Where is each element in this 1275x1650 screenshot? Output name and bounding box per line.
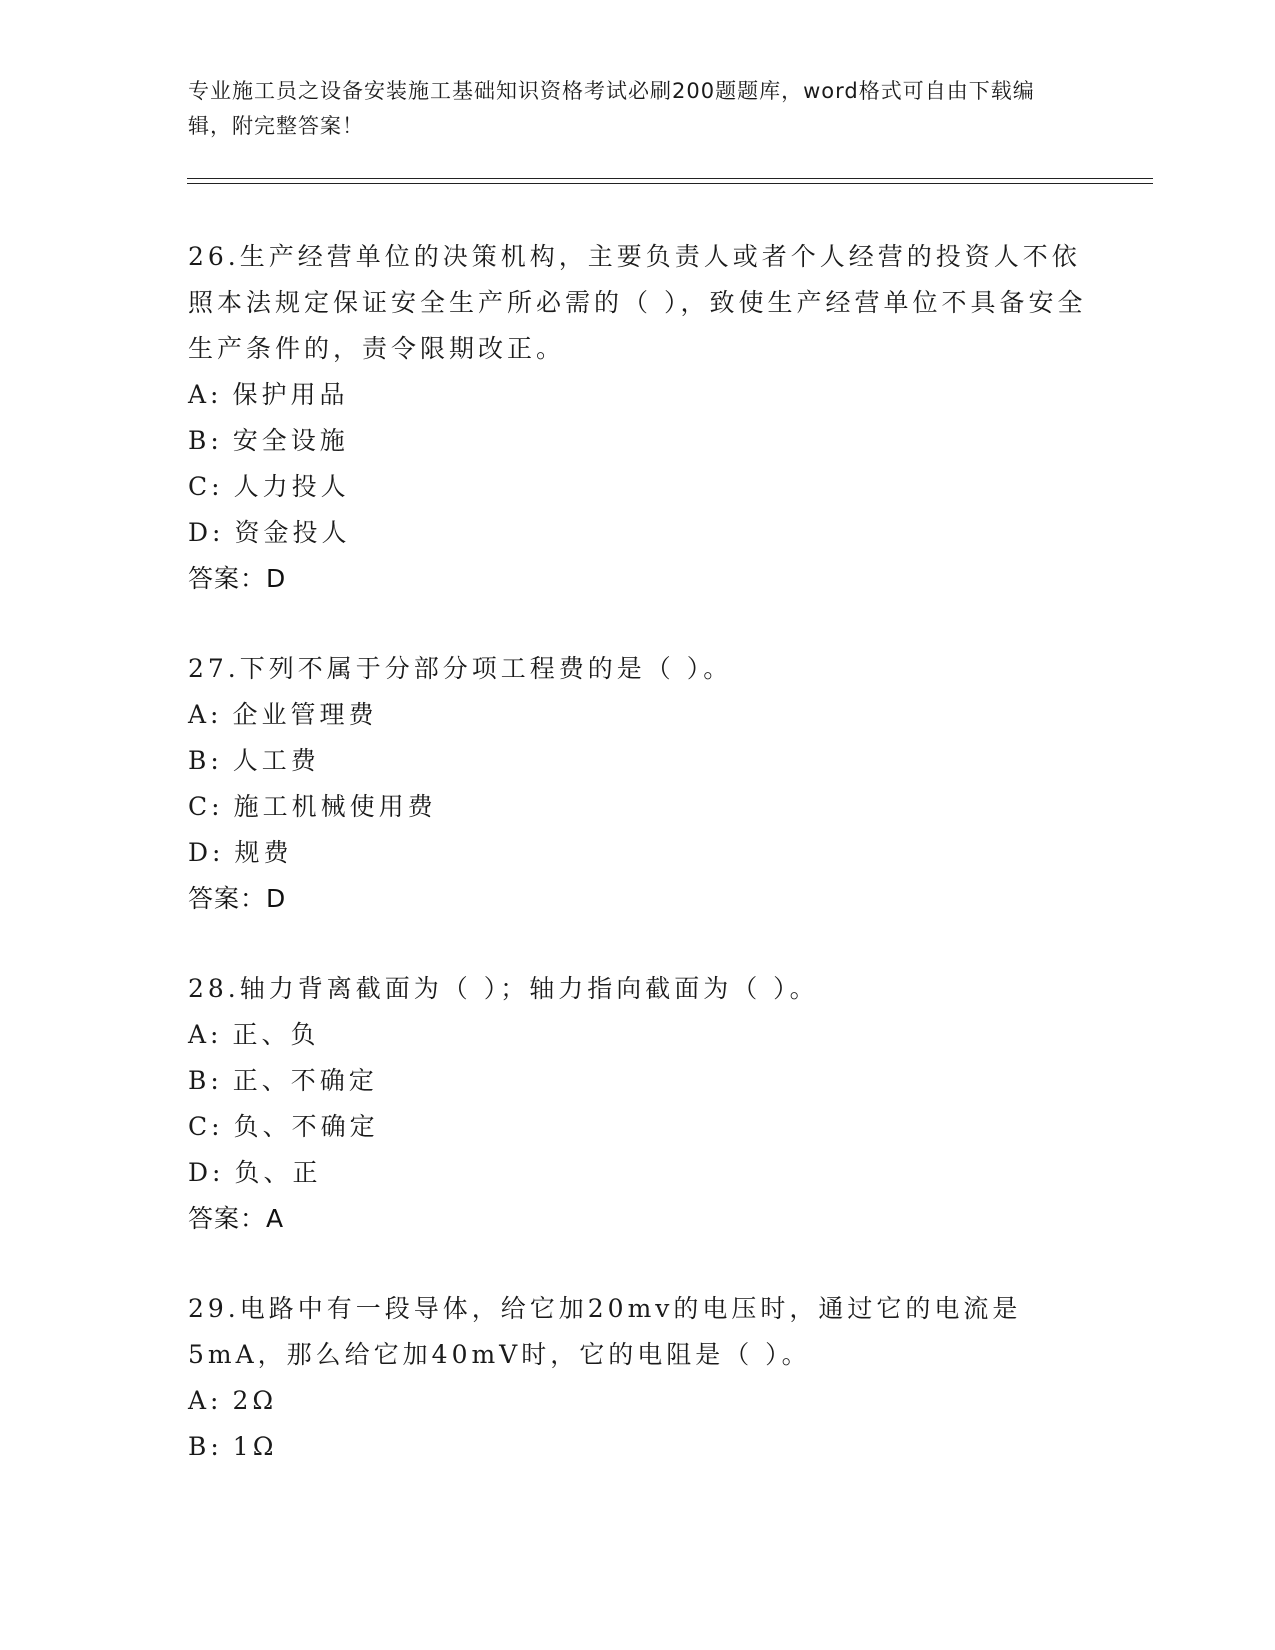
question-29 (188, 1286, 1088, 1470)
question-28 (188, 966, 1088, 1242)
option-key: B: (188, 746, 223, 775)
option-text: 规费 (234, 838, 293, 867)
question-26 (188, 234, 1088, 602)
option-key: A: (188, 380, 223, 409)
question-list (188, 234, 1088, 1514)
option-key: C: (188, 472, 224, 501)
option-key: B: (188, 1066, 223, 1095)
question-27 (188, 646, 1088, 922)
option-text: 安全设施 (232, 426, 349, 455)
option-text: 保护用品 (232, 380, 349, 409)
option-b (188, 1424, 1088, 1470)
option-c (188, 464, 1088, 510)
option-a (188, 692, 1088, 738)
header-divider-top (187, 178, 1153, 179)
option-a (188, 1378, 1088, 1424)
option-key: C: (188, 1112, 224, 1141)
option-text: 2Ω (232, 1386, 278, 1415)
option-text: 施工机械使用费 (233, 792, 437, 821)
option-b (188, 418, 1088, 464)
option-key: B: (188, 1432, 223, 1461)
option-b (188, 1058, 1088, 1104)
answer-line: 答案：D (188, 564, 287, 593)
option-text: 人工费 (232, 746, 320, 775)
option-text: 1Ω (232, 1432, 278, 1461)
option-c (188, 1104, 1088, 1150)
option-key: A: (188, 700, 223, 729)
option-d (188, 1150, 1088, 1196)
option-key: D: (188, 1158, 225, 1187)
option-key: D: (188, 518, 225, 547)
option-text: 人力投人 (233, 472, 350, 501)
option-text: 正、负 (232, 1020, 320, 1049)
question-stem: 27.下列不属于分部分项工程费的是（ ）。 (188, 654, 733, 683)
option-key: C: (188, 792, 224, 821)
answer-line: 答案：A (188, 1204, 285, 1233)
option-c (188, 784, 1088, 830)
question-stem: 26.生产经营单位的决策机构，主要负责人或者个人经营的投资人不依照本法规定保证安全生产所必需的（ ），致使生产经营单位不具备安全生产条件的，责令限期改正。 (188, 242, 1087, 363)
question-stem: 28.轴力背离截面为（ ）；轴力指向截面为（ ）。 (188, 974, 819, 1003)
option-d (188, 510, 1088, 556)
header-divider-bottom (187, 183, 1153, 184)
question-stem: 29.电路中有一段导体，给它加20mv的电压时，通过它的电流是5mA，那么给它加40mV时，它的电阻是（ ）。 (188, 1294, 1022, 1369)
answer-line: 答案：D (188, 884, 287, 913)
option-text: 企业管理费 (232, 700, 378, 729)
option-key: B: (188, 426, 223, 455)
document-header: 专业施工员之设备安装施工基础知识资格考试必刷200题题库，word格式可自由下载编辑，附完整答案！ (188, 79, 1035, 138)
option-text: 负、正 (234, 1158, 322, 1187)
option-b (188, 738, 1088, 784)
option-a (188, 1012, 1088, 1058)
option-text: 正、不确定 (232, 1066, 378, 1095)
option-text: 负、不确定 (233, 1112, 379, 1141)
option-key: A: (188, 1020, 223, 1049)
option-a (188, 372, 1088, 418)
option-text: 资金投人 (234, 518, 351, 547)
option-key: D: (188, 838, 225, 867)
option-key: A: (188, 1386, 223, 1415)
option-d (188, 830, 1088, 876)
